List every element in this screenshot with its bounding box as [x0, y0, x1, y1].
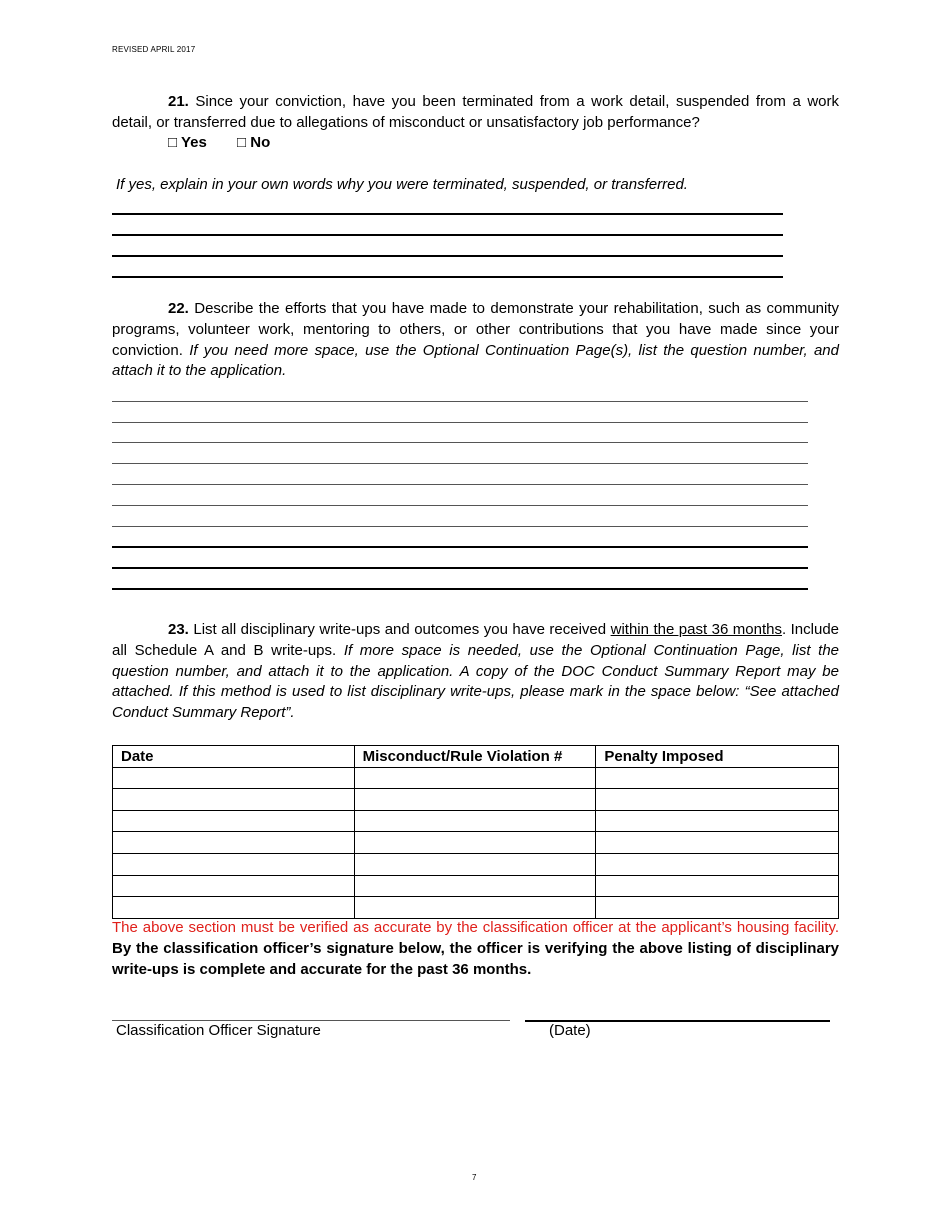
- table-row: [113, 810, 839, 832]
- table-row: [113, 897, 839, 919]
- question-22-instruction: If you need more space, use the Optional Continuation Page(s), list the question number, and attach it to the application.: [112, 341, 839, 380]
- question-21-explain-prompt: If yes, explain in your own words why you were terminated, suspended, or transferred.: [116, 176, 688, 193]
- page-number: 7: [472, 1173, 477, 1182]
- date-cell[interactable]: [113, 810, 355, 832]
- penalty-cell[interactable]: [596, 832, 839, 854]
- answer-line[interactable]: [112, 546, 808, 548]
- question-23-number: 23.: [168, 621, 189, 638]
- date-cell[interactable]: [113, 767, 355, 789]
- officer-signature-label: Classification Officer Signature: [116, 1022, 321, 1039]
- question-21-text: Since your conviction, have you been terminated from a work detail, suspended from a work detail, or transferred due to allegations of misconduct or unsatisfactory job performance?: [112, 93, 839, 131]
- answer-line[interactable]: [112, 422, 808, 423]
- date-cell[interactable]: [113, 875, 355, 897]
- date-label: (Date): [549, 1022, 591, 1039]
- penalty-cell[interactable]: [596, 810, 839, 832]
- date-cell[interactable]: [113, 789, 355, 811]
- table-row: [113, 789, 839, 811]
- penalty-cell[interactable]: [596, 897, 839, 919]
- violation-cell[interactable]: [354, 897, 596, 919]
- answer-line[interactable]: [112, 588, 808, 590]
- penalty-cell[interactable]: [596, 789, 839, 811]
- question-23-instruction: If more space is needed, use the Optional Continuation Page, list the question number, and attach it to the application. A copy of the DOC Conduct Summary Report may be attached. If this method is used to list disciplinary write-ups, please mark in the space below: “See attached Conduct Summary Report”.: [112, 641, 840, 722]
- violation-cell[interactable]: [354, 832, 596, 854]
- yes-label: Yes: [180, 134, 207, 151]
- answer-line[interactable]: [112, 234, 783, 236]
- table-row: [113, 875, 839, 897]
- answer-line[interactable]: [112, 442, 808, 443]
- officer-signature-line[interactable]: [112, 1020, 510, 1021]
- answer-line[interactable]: [112, 213, 783, 215]
- checkbox-icon: □: [237, 134, 247, 151]
- verification-statement: By the classification officer’s signature below, the officer is verifying the above listing of disciplinary write-ups is complete and accurate for the past 36 months.: [112, 939, 839, 978]
- answer-line[interactable]: [112, 276, 783, 278]
- date-cell[interactable]: [113, 832, 355, 854]
- column-header-date: Date: [113, 746, 355, 768]
- question-21-number: 21.: [168, 93, 189, 110]
- date-cell[interactable]: [113, 897, 355, 919]
- penalty-cell[interactable]: [596, 853, 839, 875]
- answer-line[interactable]: [112, 505, 808, 506]
- revision-date: REVISED APRIL 2017: [112, 45, 196, 54]
- penalty-cell[interactable]: [596, 875, 839, 897]
- answer-line[interactable]: [112, 463, 808, 464]
- violation-cell[interactable]: [354, 810, 596, 832]
- answer-line[interactable]: [112, 526, 808, 527]
- yes-checkbox[interactable]: [168, 134, 207, 151]
- question-23-text-after: . Include all Schedule A and B write-ups.: [112, 621, 840, 659]
- violation-cell[interactable]: [354, 767, 596, 789]
- table-row: [113, 853, 839, 875]
- checkbox-icon: □: [168, 134, 178, 151]
- column-header-violation: Misconduct/Rule Violation #: [354, 746, 596, 768]
- answer-line[interactable]: [112, 255, 783, 257]
- table-row: [113, 832, 839, 854]
- violation-cell[interactable]: [354, 853, 596, 875]
- violation-cell[interactable]: [354, 789, 596, 811]
- answer-line[interactable]: [112, 484, 808, 485]
- answer-line[interactable]: [112, 567, 808, 569]
- question-23-timeframe: within the past 36 months: [610, 621, 782, 638]
- question-23-text: List all disciplinary write-ups and outcomes you have received: [193, 621, 607, 638]
- verification-warning: The above section must be verified as accurate by the classification officer at the applicant’s housing facility.: [112, 919, 839, 936]
- penalty-cell[interactable]: [596, 767, 839, 789]
- question-22-number: 22.: [168, 300, 189, 317]
- answer-line[interactable]: [112, 401, 808, 402]
- no-checkbox[interactable]: [237, 134, 270, 151]
- table-row: [113, 767, 839, 789]
- question-21: [112, 92, 839, 134]
- verification-note: [112, 918, 839, 980]
- column-header-penalty: Penalty Imposed: [596, 746, 839, 768]
- question-21-options: [168, 134, 296, 151]
- table-header-row: [113, 746, 839, 768]
- writeups-table: [112, 745, 839, 919]
- no-label: No: [250, 134, 271, 151]
- question-22: [112, 299, 839, 382]
- question-22-text: Describe the efforts that you have made to demonstrate your rehabilitation, such as community programs, volunteer work, mentoring to others, or other contributions that you have made since your conviction.: [112, 300, 840, 359]
- violation-cell[interactable]: [354, 875, 596, 897]
- date-cell[interactable]: [113, 853, 355, 875]
- question-23: [112, 620, 839, 724]
